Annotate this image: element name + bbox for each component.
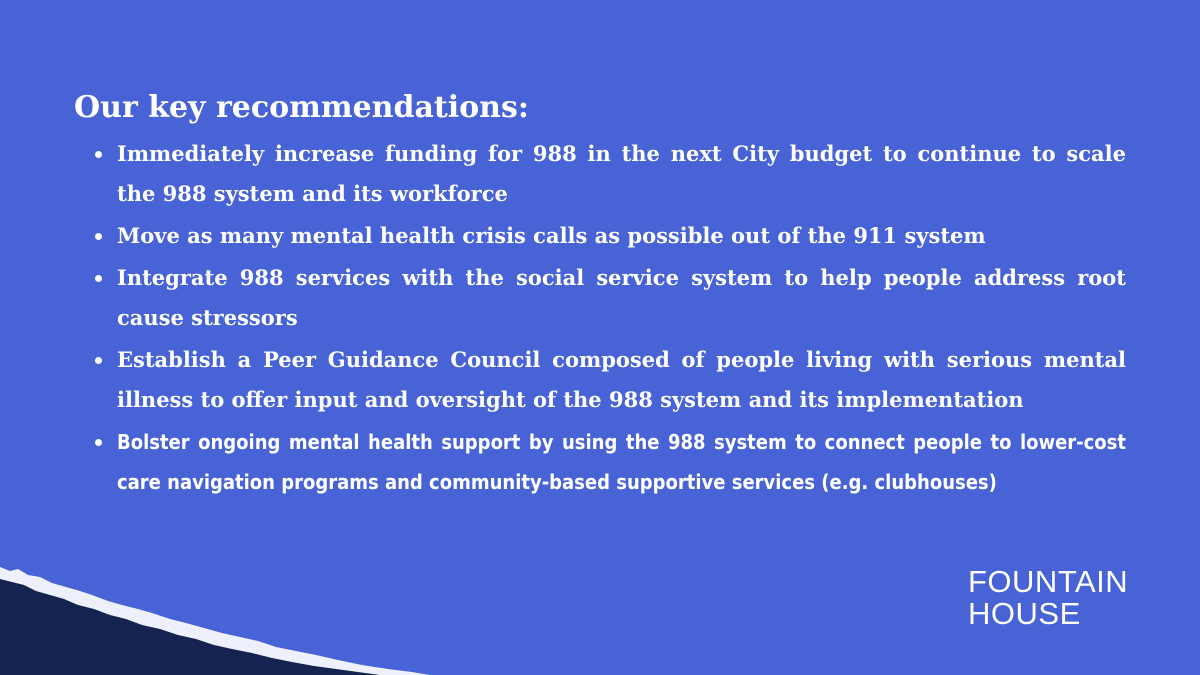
- page-title: Our key recommendations:: [74, 90, 529, 125]
- list-item: [117, 422, 1126, 502]
- list-item: [117, 134, 1126, 214]
- bullet-icon: [95, 233, 102, 240]
- recommendations-list: [74, 134, 1126, 502]
- bullet-icon: [95, 275, 102, 282]
- bullet-icon: [95, 357, 102, 364]
- torn-paper-decoration: [0, 565, 430, 675]
- recommendation-text: Bolster ongoing mental health support by using the 988 system to connect people to lower-cost care navigation programs and community-based supportive services (e.g. clubhouses): [117, 430, 1126, 494]
- main-content: [74, 88, 1126, 504]
- recommendation-text: Integrate 988 services with the social service system to help people address root cause stressors: [117, 265, 1126, 330]
- recommendation-text: Establish a Peer Guidance Council composed of people living with serious mental illness to offer input and oversight of the 988 system and its implementation: [117, 347, 1126, 412]
- bullet-icon: [95, 151, 102, 158]
- recommendation-text: Move as many mental health crisis calls as possible out of the 911 system: [117, 223, 986, 248]
- logo-line-2: HOUSE: [968, 596, 1081, 631]
- list-item: [117, 340, 1126, 420]
- bullet-icon: [95, 439, 102, 446]
- list-item: [117, 216, 1126, 256]
- logo-line-1: FOUNTAIN: [968, 564, 1129, 599]
- fountain-house-logo: [968, 566, 1128, 630]
- recommendation-text: Immediately increase funding for 988 in the next City budget to continue to scale the 988 system and its workforce: [117, 141, 1126, 206]
- list-item: [117, 258, 1126, 338]
